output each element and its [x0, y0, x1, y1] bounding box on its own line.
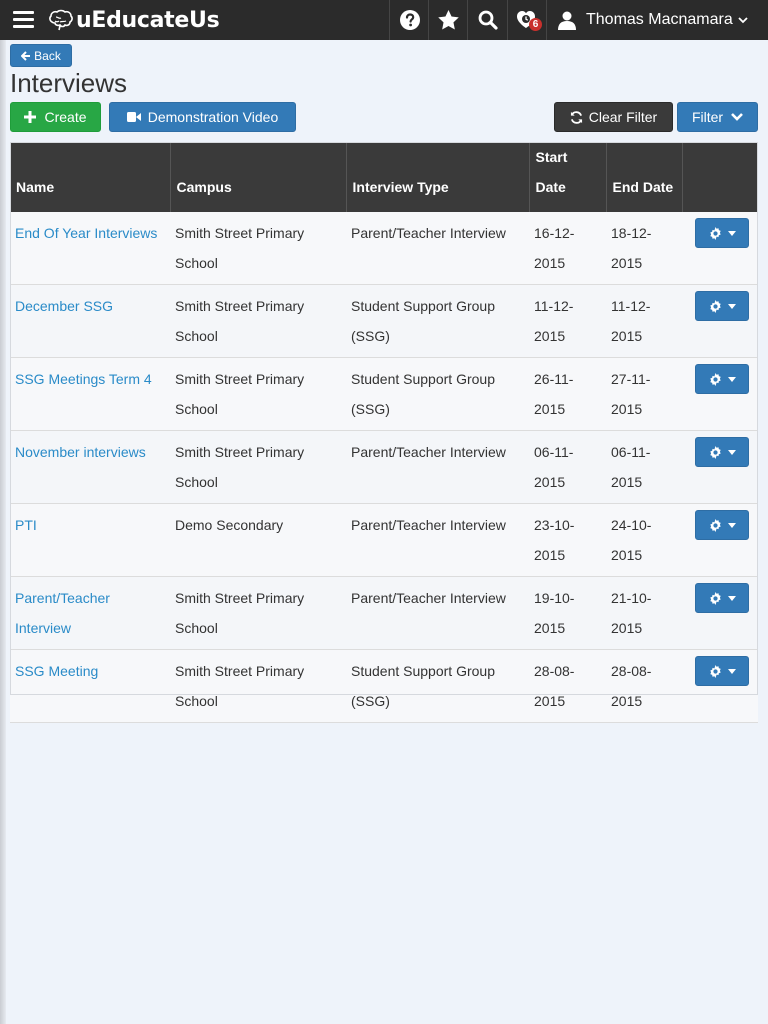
user-menu[interactable] — [546, 0, 768, 40]
interview-type-cell: Parent/Teacher Interview — [351, 590, 506, 606]
gear-icon — [709, 300, 722, 313]
column-header-campus[interactable]: Campus — [170, 142, 346, 212]
back-label: Back — [34, 48, 61, 63]
start-date-cell: 16-12-2015 — [534, 225, 575, 271]
interview-type-cell: Parent/Teacher Interview — [351, 517, 506, 533]
interview-type-cell: Student Support Group (SSG) — [351, 663, 495, 709]
filter-button[interactable] — [677, 102, 758, 132]
table-row — [10, 504, 758, 577]
notification-count-badge: 6 — [529, 18, 542, 31]
end-date-cell: 11-12-2015 — [611, 298, 651, 344]
gear-icon — [709, 665, 722, 678]
start-date-cell: 19-10-2015 — [534, 590, 575, 636]
back-button[interactable] — [10, 44, 72, 67]
campus-cell: Smith Street Primary School — [175, 371, 305, 417]
user-name: Thomas Macnamara — [586, 11, 733, 28]
table-row — [10, 285, 758, 358]
logo-text: uEducateUs — [76, 7, 220, 33]
interview-type-cell: Parent/Teacher Interview — [351, 225, 506, 241]
interview-type-cell: Student Support Group (SSG) — [351, 371, 495, 417]
interview-name-link[interactable]: SSG Meeting — [15, 663, 99, 679]
gear-icon — [709, 519, 722, 532]
app-logo[interactable] — [48, 7, 219, 33]
caret-down-icon — [728, 596, 736, 601]
row-actions-button[interactable] — [695, 510, 749, 540]
campus-cell: Smith Street Primary School — [175, 298, 305, 344]
brain-logo-icon — [48, 9, 74, 31]
caret-down-icon — [728, 523, 736, 528]
actions-cell — [682, 431, 758, 504]
row-actions-button[interactable] — [695, 218, 749, 248]
interview-type-cell: Parent/Teacher Interview — [351, 444, 506, 460]
video-camera-icon — [127, 112, 141, 122]
gear-icon — [709, 446, 722, 459]
end-date-cell: 24-10-2015 — [611, 517, 652, 563]
actions-cell — [682, 577, 758, 650]
actions-cell — [682, 650, 758, 723]
actions-cell — [682, 212, 758, 285]
campus-cell: Smith Street Primary School — [175, 590, 305, 636]
start-date-cell: 26-11-2015 — [534, 371, 574, 417]
plus-icon — [24, 111, 36, 123]
campus-cell: Smith Street Primary School — [175, 444, 305, 490]
table-row — [10, 212, 758, 285]
actions-cell — [682, 285, 758, 358]
end-date-cell: 28-08-2015 — [611, 663, 652, 709]
row-actions-button[interactable] — [695, 656, 749, 686]
refresh-icon — [570, 111, 583, 124]
interviews-table — [10, 142, 758, 723]
clear-filter-button[interactable] — [554, 102, 673, 132]
start-date-cell: 23-10-2015 — [534, 517, 575, 563]
gear-icon — [709, 592, 722, 605]
interview-name-link[interactable]: SSG Meetings Term 4 — [15, 371, 152, 387]
favourites-button[interactable] — [428, 0, 468, 40]
end-date-cell: 18-12-2015 — [611, 225, 652, 271]
left-edge-shadow — [0, 40, 6, 1024]
interview-name-link[interactable]: December SSG — [15, 298, 114, 314]
end-date-cell: 21-10-2015 — [611, 590, 652, 636]
actions-cell — [682, 358, 758, 431]
menu-icon[interactable] — [13, 11, 34, 29]
interview-type-cell: Student Support Group (SSG) — [351, 298, 495, 344]
create-label: Create — [44, 109, 87, 125]
column-header-interview-type[interactable]: Interview Type — [346, 142, 529, 212]
demonstration-video-button[interactable] — [109, 102, 296, 132]
help-button[interactable] — [389, 0, 429, 40]
gear-icon — [709, 227, 722, 240]
row-actions-button[interactable] — [695, 291, 749, 321]
end-date-cell: 27-11-2015 — [611, 371, 651, 417]
top-navbar — [0, 0, 768, 40]
search-button[interactable] — [467, 0, 507, 40]
caret-down-icon — [728, 669, 736, 674]
column-header-end-date[interactable]: End Date — [606, 142, 682, 212]
actions-cell — [682, 504, 758, 577]
interview-name-link[interactable]: Parent/Teacher Interview — [15, 590, 110, 636]
interview-name-link[interactable]: PTI — [15, 517, 37, 533]
caret-down-icon — [728, 304, 736, 309]
star-icon — [438, 10, 459, 30]
caret-down-icon — [728, 377, 736, 382]
table-row — [10, 577, 758, 650]
chevron-down-icon — [738, 17, 748, 24]
filter-label: Filter — [691, 109, 724, 125]
chevron-down-icon — [731, 113, 743, 121]
start-date-cell: 06-11-2015 — [534, 444, 574, 490]
column-header-name[interactable]: Name — [16, 179, 55, 195]
page-title: Interviews — [10, 68, 128, 98]
create-button[interactable] — [10, 102, 101, 132]
interview-name-link[interactable]: November interviews — [15, 444, 146, 460]
caret-down-icon — [728, 231, 736, 236]
caret-down-icon — [728, 450, 736, 455]
start-date-cell: 11-12-2015 — [534, 298, 574, 344]
column-header-start-date[interactable]: Start Date — [529, 142, 606, 212]
gear-icon — [709, 373, 722, 386]
column-header-actions — [682, 142, 758, 212]
table-row — [10, 358, 758, 431]
notifications-button[interactable] — [507, 0, 547, 40]
demonstration-video-label: Demonstration Video — [147, 109, 279, 125]
campus-cell: Demo Secondary — [175, 517, 284, 533]
interview-name-link[interactable]: End Of Year Interviews — [15, 225, 158, 241]
arrow-left-icon — [21, 51, 31, 61]
end-date-cell: 06-11-2015 — [611, 444, 651, 490]
table-row — [10, 650, 758, 723]
search-icon — [478, 10, 498, 30]
table-row — [10, 431, 758, 504]
table-header-row — [10, 142, 758, 212]
row-actions-button[interactable] — [695, 583, 749, 613]
clear-filter-label: Clear Filter — [588, 109, 658, 125]
start-date-cell: 28-08-2015 — [534, 663, 575, 709]
row-actions-button[interactable] — [695, 437, 749, 467]
question-circle-icon — [400, 10, 420, 30]
row-actions-button[interactable] — [695, 364, 749, 394]
user-icon — [558, 11, 576, 30]
campus-cell: Smith Street Primary School — [175, 663, 305, 709]
campus-cell: Smith Street Primary School — [175, 225, 305, 271]
